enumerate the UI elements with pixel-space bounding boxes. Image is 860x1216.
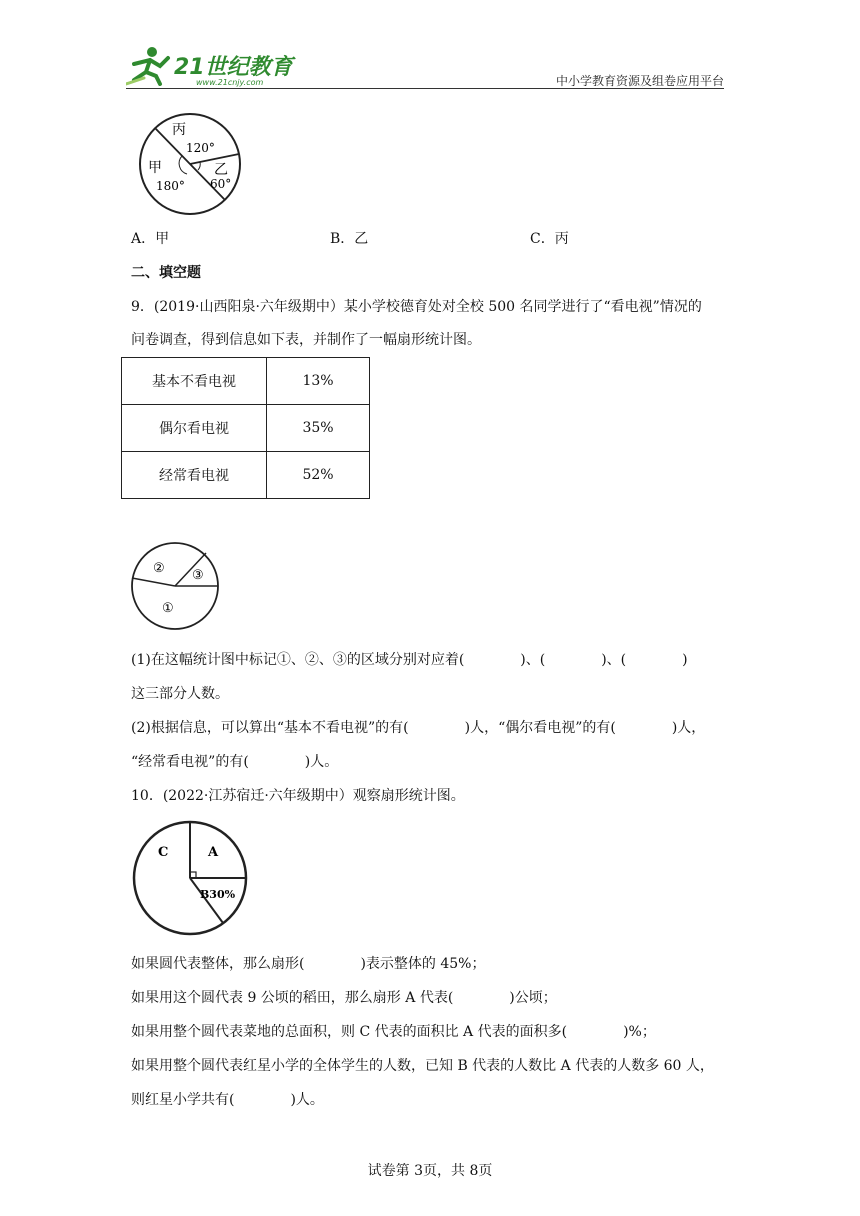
q8-angle-jia: 180° [156,179,185,193]
q9-data-table [121,357,370,499]
table-cell-label: 经常看电视 [122,452,267,499]
runner-logo-icon [126,46,172,86]
table-row [122,358,370,405]
q9-stem-line2: 问卷调查，得到信息如下表，并制作了一幅扇形统计图。 [131,332,481,348]
q10-line1: 如果圆代表整体，那么扇形( )表示整体的 45%； [131,956,486,972]
q8-label-bing: 丙 [172,122,186,138]
q9-marker-3: ③ [192,568,204,583]
q10-label-c: C [158,845,169,860]
q9-part1-line1: (1)在这幅统计图中标记①、②、③的区域分别对应着( )、( )、( ) [131,652,688,668]
q8-pie-figure [136,110,248,218]
option-b: B．乙 [330,231,369,247]
q9-part1-line2: 这三部分人数。 [131,686,229,702]
q8-label-yi: 乙 [214,162,228,178]
q9-radius-3 [132,578,175,586]
q10-stem: 10．(2022·江苏宿迁·六年级期中）观察扇形统计图。 [131,788,465,804]
q9-marker-2: ② [153,561,165,576]
page-number: 试卷第 3页，共 8页 [367,1163,493,1179]
table-cell-value: 35% [267,405,370,452]
q10-line5: 则红星小学共有( )人。 [131,1092,324,1108]
table-row [122,405,370,452]
q10-label-a: A [208,845,219,860]
q10-pie-figure [130,818,250,938]
q9-part2-line1: (2)根据信息，可以算出“基本不看电视”的有( )人，“偶尔看电视”的有( )人， [131,720,706,736]
q10-line2: 如果用这个圆代表 9 公顷的稻田，那么扇形 A 代表( )公顷； [131,990,557,1006]
q8-angle-yi: 60° [210,177,232,191]
table-row [122,452,370,499]
q9-stem-line1: 9．(2019·山西阳泉·六年级期中）某小学校德育处对全校 500 名同学进行了“看电视”情况的 [131,299,702,315]
q9-pie-figure [128,540,224,632]
q9-marker-1: ① [162,601,174,616]
table-cell-label: 基本不看电视 [122,358,267,405]
q9-part2-line2: “经常看电视”的有( )人。 [131,754,339,770]
option-a: A．甲 [131,231,170,247]
q10-label-b: B30% [200,888,236,901]
option-c: C．丙 [530,231,569,247]
section-title: 二、填空题 [131,265,201,281]
table-cell-value: 52% [267,452,370,499]
q10-line3: 如果用整个圆代表菜地的总面积，则 C 代表的面积比 A 代表的面积多( )%； [131,1024,656,1040]
logo-url: www.21cnjy.com [196,78,264,87]
table-cell-value: 13% [267,358,370,405]
q8-angle-bing: 120° [186,141,215,155]
header-logo [126,44,296,88]
header-divider [126,88,724,89]
q10-line4: 如果用整个圆代表红星小学的全体学生的人数，已知 B 代表的人数比 A 代表的人数多 60 人， [131,1058,714,1074]
logo-title: 21世纪教育 [174,55,293,80]
platform-name: 中小学教育资源及组卷应用平台 [555,74,724,88]
q8-label-jia: 甲 [148,160,162,176]
table-cell-label: 偶尔看电视 [122,405,267,452]
